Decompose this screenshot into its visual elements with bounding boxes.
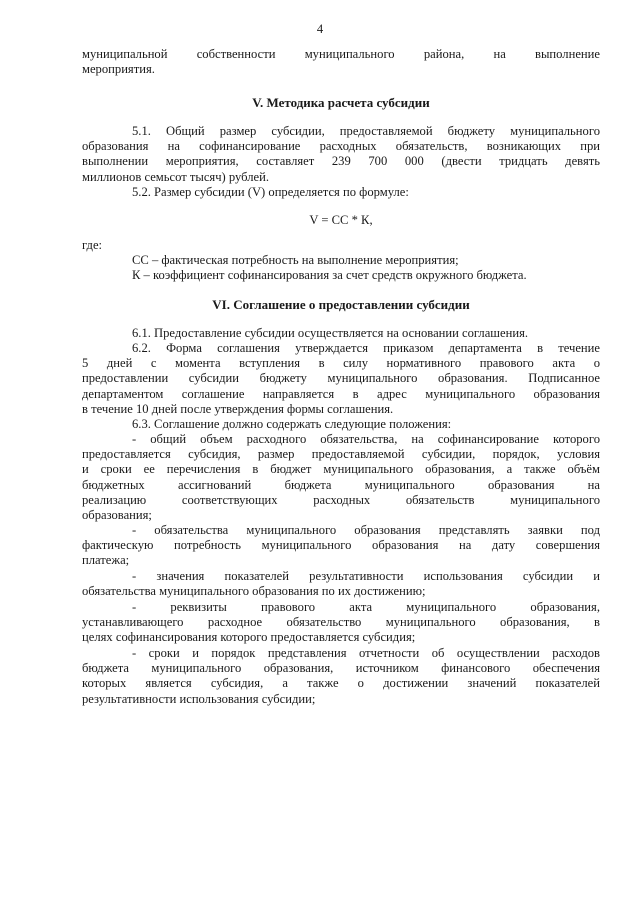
text-line: и сроки ее перечисления в бюджет муниципального образования, а также объём — [82, 462, 600, 477]
definition-cc: СС – фактическая потребность на выполнение мероприятия; — [132, 253, 459, 267]
text-line: целях софинансирования которого предоставляется субсидия; — [82, 630, 416, 645]
text-line: 5.2. Размер субсидии (V) определяется по формуле: — [132, 185, 409, 199]
text-line: реализацию соответствующих расходных обязательств муниципального — [82, 492, 600, 507]
list-item-3 — [82, 569, 600, 599]
text-line: фактическую потребность муниципального образования на дату совершения — [82, 538, 600, 553]
paragraph-5-2 — [82, 185, 600, 200]
section-6-heading: VI. Соглашение о предоставлении субсидии — [212, 297, 470, 312]
text-line: 6.3. Соглашение должно содержать следующие положения: — [132, 417, 452, 431]
text-line: - общий объем расходного обязательства, на софинансирование которого — [132, 432, 600, 446]
text-line: результативности использования субсидии; — [82, 691, 316, 706]
text-line: обязательства муниципального образования по их достижению; — [82, 584, 426, 599]
text-line: 6.2. Форма соглашения утверждается приказом департамента в течение — [132, 341, 600, 355]
text-line: предоставлении субсидии бюджету муниципального образования. Подписанное — [82, 371, 600, 386]
text-line: 5.1. Общий размер субсидии, предоставляемой бюджету муниципального — [132, 124, 600, 138]
text-line: платежа; — [82, 553, 130, 568]
list-item-5 — [82, 646, 600, 707]
list-item-1 — [82, 432, 600, 523]
text-line: - значения показателей результативности использования субсидии и — [132, 569, 600, 583]
paragraph-6-3 — [82, 417, 600, 432]
intro-paragraph — [82, 47, 600, 77]
section-5-heading: V. Методика расчета субсидии — [252, 95, 430, 110]
where-label: где: — [82, 238, 103, 252]
definitions — [82, 253, 600, 283]
list-item-2 — [82, 523, 600, 569]
text-line: бюджета муниципального образования, источником финансового обеспечения — [82, 661, 600, 676]
text-line: образования на софинансирование расходных обязательств, возникающих при — [82, 139, 600, 154]
list-item-4 — [82, 600, 600, 646]
text-line: муниципальной собственности муниципального района, на выполнение — [82, 47, 600, 61]
text-line: бюджетных ассигнований бюджета муниципального образования на — [82, 477, 600, 492]
definition-k: К – коэффициент софинансирования за счет средств окружного бюджета. — [132, 268, 527, 283]
paragraph-6-2 — [82, 341, 600, 417]
text-line: мероприятия. — [82, 62, 155, 77]
text-line: устанавливающего расходное обязательство муниципального образования, в — [82, 615, 600, 630]
text-line: 6.1. Предоставление субсидии осуществляется на основании соглашения. — [132, 326, 529, 340]
text-line: - обязательства муниципального образования представлять заявки под — [132, 523, 600, 537]
text-line: которых является субсидия, а также о достижении значений показателей — [82, 676, 600, 691]
text-line: миллионов семьсот тысяч) рублей. — [82, 169, 270, 184]
text-line: предоставляется субсидия, размер предоставляемой субсидии, порядок, условия — [82, 447, 600, 462]
paragraph-5-1 — [82, 124, 600, 185]
text-line: 5 дней с момента вступления в силу нормативного правового акта о — [82, 356, 600, 371]
text-line: - сроки и порядок представления отчетности об осуществлении расходов — [132, 646, 600, 660]
text-line: образования; — [82, 508, 152, 523]
text-line: выполнении мероприятия, составляет 239 700 000 (двести тридцать девять — [82, 154, 600, 169]
text-line: - реквизиты правового акта муниципального образования, — [132, 600, 600, 614]
page-number: 4 — [316, 22, 324, 36]
text-line: в течение 10 дней после утверждения формы соглашения. — [82, 401, 394, 416]
text-line: департаментом соглашение направляется в адрес муниципального образования — [82, 386, 600, 401]
formula: V = СС * К, — [309, 213, 373, 227]
paragraph-6-1 — [82, 326, 600, 341]
